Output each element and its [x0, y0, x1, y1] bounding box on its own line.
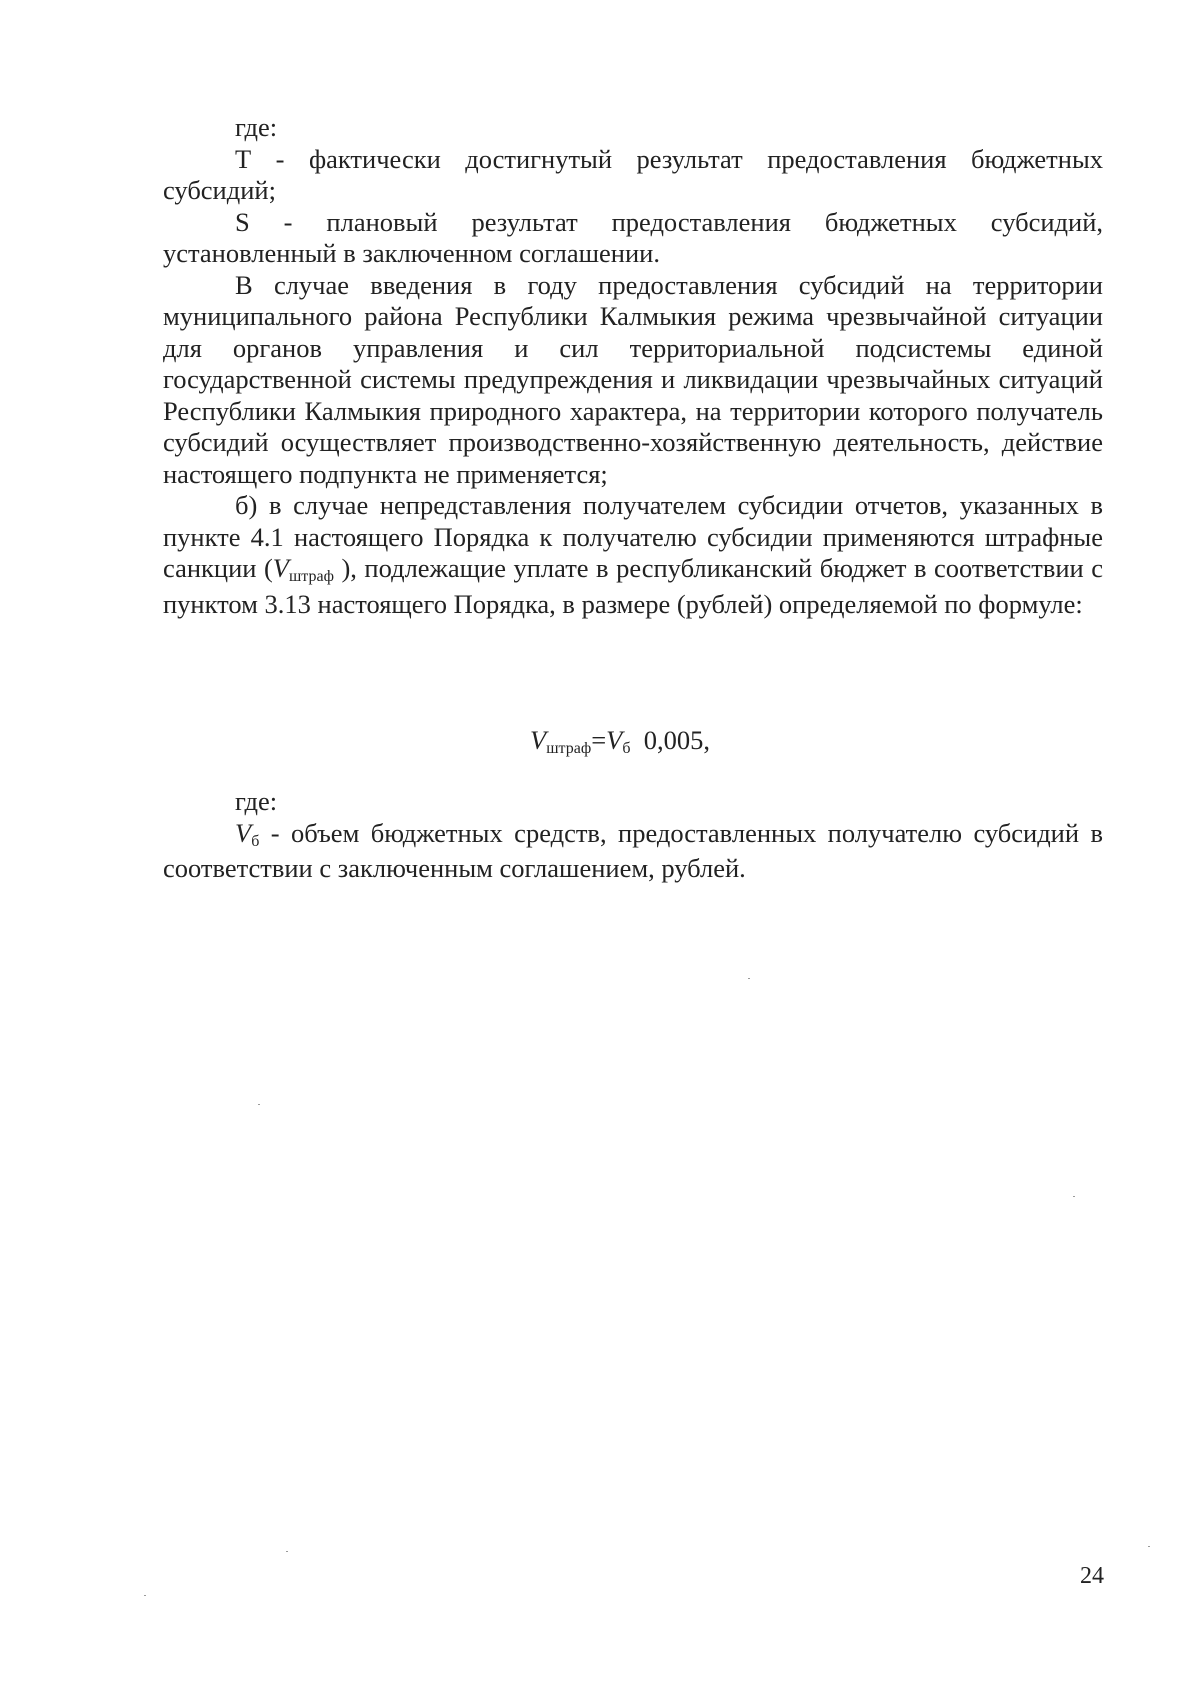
bottom-text-block	[163, 786, 1103, 885]
item-b-text-end: ), подлежащие уплате в республиканский бюджет в соответствии с пунктом 3.13 настоящего Порядка, в размере (рублей) определяемой по формуле:	[163, 553, 1103, 619]
item-b-text-start: б) в случае непредставления получателем субсидии отчетов, указанных в пункте 4.1 настоящего Порядка к получателю субсидии применяются штрафные санкции (	[163, 490, 1103, 583]
t-definition: Т - фактически достигнутый результат предоставления бюджетных субсидий;	[163, 143, 1103, 205]
emergency-paragraph: В случае введения в году предоставления субсидий на территории муниципального района Республики Калмыкия режима чрезвычайной ситуации для органов управления и сил территориальной подсистемы единой государственной системы предупреждения и ликвидации чрезвычайных ситуаций Республики Калмыкия природного характера, на территории которого получатель субсидий осуществляет производственно-хозяйственную деятельность, действие настоящего подпункта не применяется;	[163, 269, 1103, 489]
s-definition: S - плановый результат предоставления бюджетных субсидий, установленный в заключенном соглашении.	[163, 206, 1103, 268]
vb-definition	[163, 818, 1103, 885]
item-b-variable: V	[272, 553, 289, 583]
formula-rhs-subscript: б	[622, 740, 631, 757]
formula-lhs-subscript: штраф	[546, 740, 592, 757]
scan-speck	[258, 1104, 260, 1105]
formula-equals: =	[591, 725, 607, 755]
item-b-variable-subscript: штраф	[288, 568, 334, 585]
where-label-2: где:	[235, 786, 278, 816]
formula-lhs-variable: V	[530, 725, 547, 755]
vb-variable-subscript: б	[251, 832, 260, 850]
formula-rhs-variable: V	[606, 725, 623, 755]
penalty-formula	[0, 724, 1200, 761]
item-b-paragraph	[163, 490, 1103, 620]
scan-speck	[1148, 1546, 1150, 1547]
formula-coefficient: 0,005,	[630, 725, 710, 755]
top-text-block	[163, 112, 1103, 620]
scan-speck	[144, 1595, 146, 1596]
page-number: 24	[1080, 1563, 1104, 1589]
scan-speck	[748, 978, 750, 979]
vb-definition-text: - объем бюджетных средств, предоставленных получателю субсидий в соответствии с заключенным соглашением, рублей.	[163, 817, 1103, 883]
scan-speck	[286, 1551, 288, 1552]
scan-speck	[1073, 1196, 1075, 1197]
where-label: где:	[235, 112, 278, 142]
vb-variable: V	[235, 817, 252, 848]
